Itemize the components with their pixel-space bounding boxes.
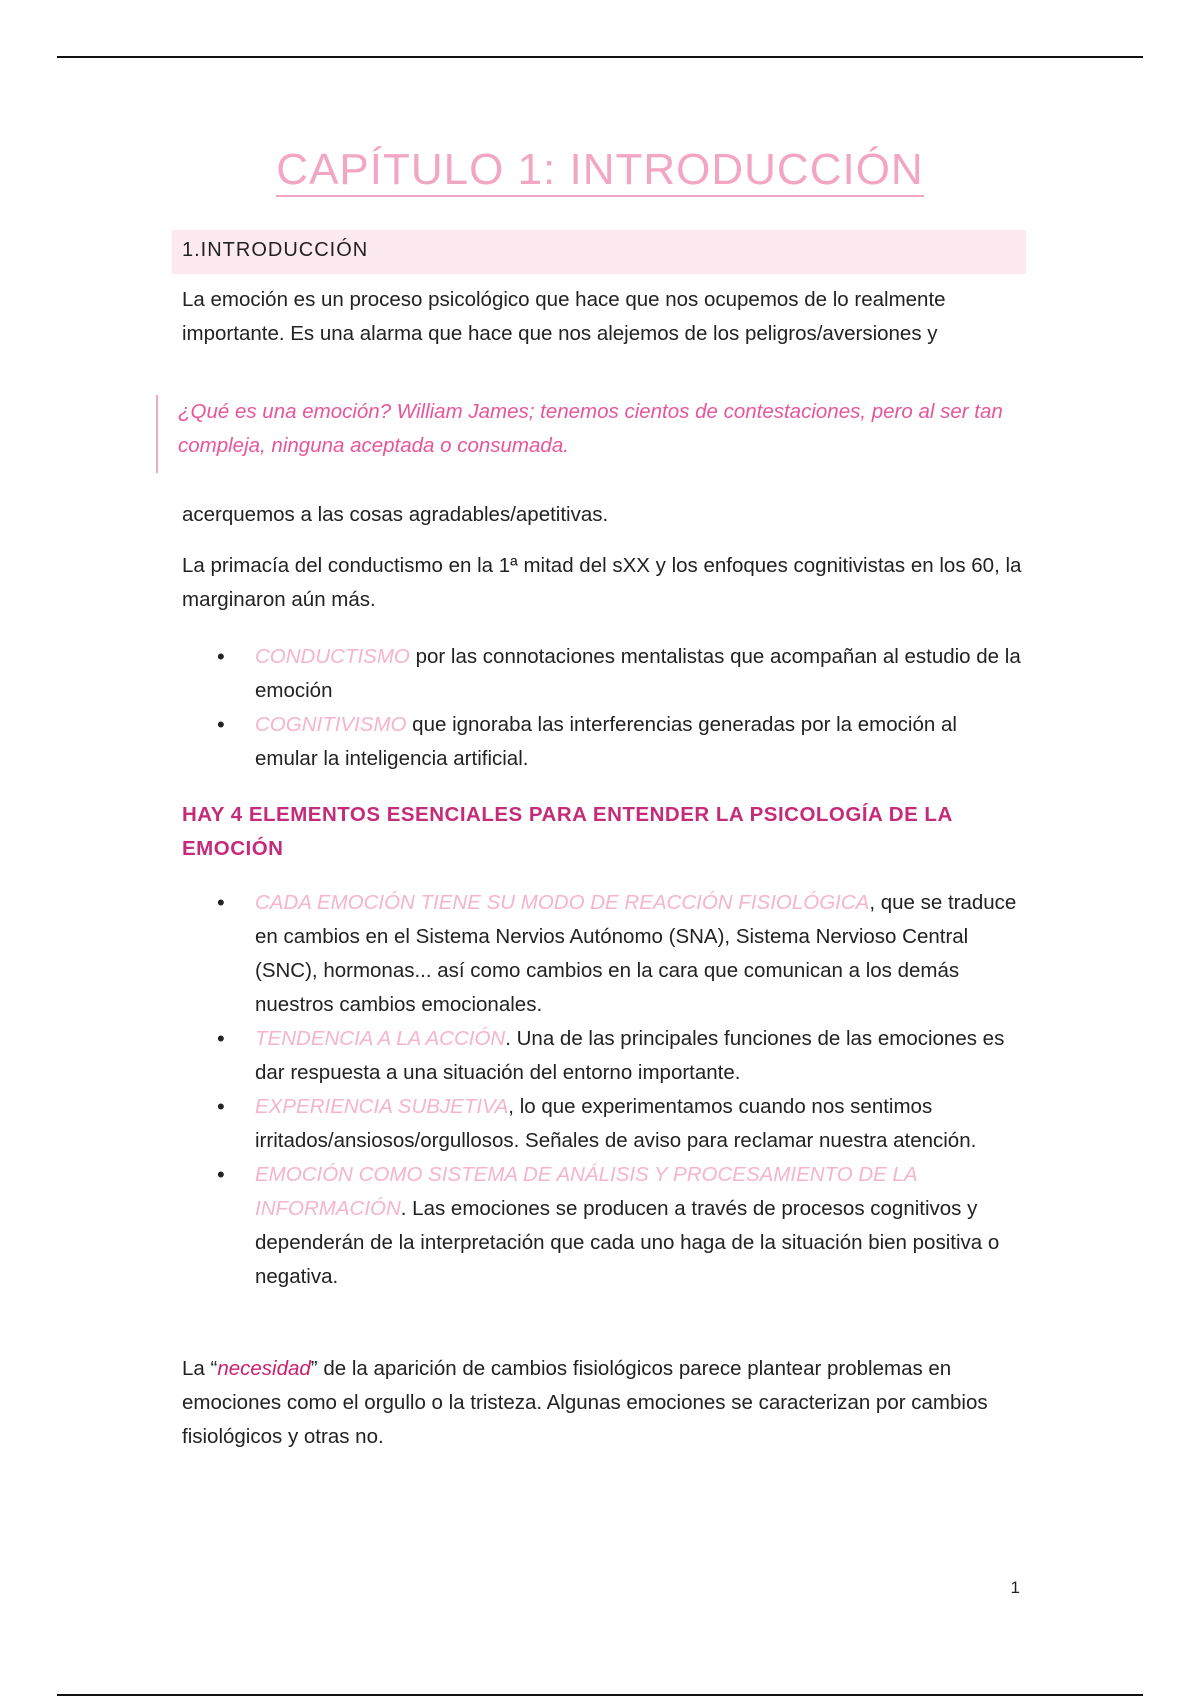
elements-heading: HAY 4 ELEMENTOS ESENCIALES PARA ENTENDER LA PSICOLOGÍA DE LA EMOCIÓN: [182, 803, 953, 860]
top-rule: [57, 56, 1143, 58]
chapter-title: CAPÍTULO 1: INTRODUCCIÓN: [0, 145, 1200, 195]
elements-list: [215, 886, 1025, 1294]
bullet-icon: •: [217, 644, 225, 669]
list-item-text: . Las emociones se producen a través de procesos cognitivos y dependerán de la interpretación que cada uno haga de la situación bien positiva o negativa.: [255, 1197, 1000, 1288]
list-item: [215, 640, 1025, 708]
final-paragraph: [182, 1352, 1032, 1454]
list-item-term: CADA EMOCIÓN TIENE SU MODO DE REACCIÓN FISIOLÓGICA: [255, 891, 870, 914]
list-item-text: por las connotaciones mentalistas que acompañan al estudio de la emoción: [255, 645, 1021, 702]
bullet-icon: •: [217, 712, 225, 737]
callout-quote: ¿Qué es una emoción? William James; tenemos cientos de contestaciones, pero al ser tan compleja, ninguna aceptada o consumada.: [156, 395, 1026, 473]
page-number: 1: [1010, 1578, 1020, 1597]
final-paragraph-before: La “: [182, 1357, 218, 1380]
list-item-text: , que se traduce en cambios en el Sistema Nervios Autónomo (SNA), Sistema Nervioso Central (SNC), hormonas... así como cambios en la cara que comunican a los demás nuestros cambios emocionales.: [255, 891, 1017, 1016]
bottom-rule: [57, 1694, 1143, 1696]
primacy-paragraph: La primacía del conductismo en la 1ª mitad del sXX y los enfoques cognitivistas en los 60, la marginaron aún más.: [182, 554, 1022, 611]
list-item-text: , lo que experimentamos cuando nos sentimos irritados/ansiosos/orgullosos. Señales de aviso para reclamar nuestra atención.: [255, 1095, 977, 1152]
bullet-icon: •: [217, 1094, 225, 1119]
list-item: [215, 886, 1025, 1022]
list-item-term: EXPERIENCIA SUBJETIVA: [255, 1095, 509, 1118]
final-paragraph-emphasis: necesidad: [217, 1357, 311, 1380]
intro-paragraph: La emoción es un proceso psicológico que hace que nos ocupemos de lo realmente importante. Es una alarma que hace que nos alejemos de los peligros/aversiones y: [182, 288, 946, 345]
list-item-term: CONDUCTISMO: [255, 645, 410, 668]
list-item: [215, 1158, 1025, 1294]
marginal-list: [215, 640, 1025, 776]
list-item-term: TENDENCIA A LA ACCIÓN: [255, 1027, 506, 1050]
list-item-text: que ignoraba las interferencias generadas por la emoción al emular la inteligencia artificial.: [255, 713, 957, 770]
section-heading: 1.INTRODUCCIÓN: [172, 230, 1026, 274]
list-item-text: . Una de las principales funciones de las emociones es dar respuesta a una situación del entorno importante.: [255, 1027, 1005, 1084]
list-item: [215, 708, 1025, 776]
bullet-icon: •: [217, 1162, 225, 1187]
list-item-term: COGNITIVISMO: [255, 713, 407, 736]
list-item: [215, 1090, 1025, 1158]
continuation-paragraph: acerquemos a las cosas agradables/apetitivas.: [182, 503, 609, 526]
list-item: [215, 1022, 1025, 1090]
bullet-icon: •: [217, 890, 225, 915]
bullet-icon: •: [217, 1026, 225, 1051]
final-paragraph-after: ” de la aparición de cambios fisiológicos parece plantear problemas en emociones como el orgullo o la tristeza. Algunas emociones se caracterizan por cambios fisiológicos y otras no.: [182, 1357, 988, 1448]
list-item-term: EMOCIÓN COMO SISTEMA DE ANÁLISIS Y PROCESAMIENTO DE LA INFORMACIÓN: [255, 1163, 917, 1220]
